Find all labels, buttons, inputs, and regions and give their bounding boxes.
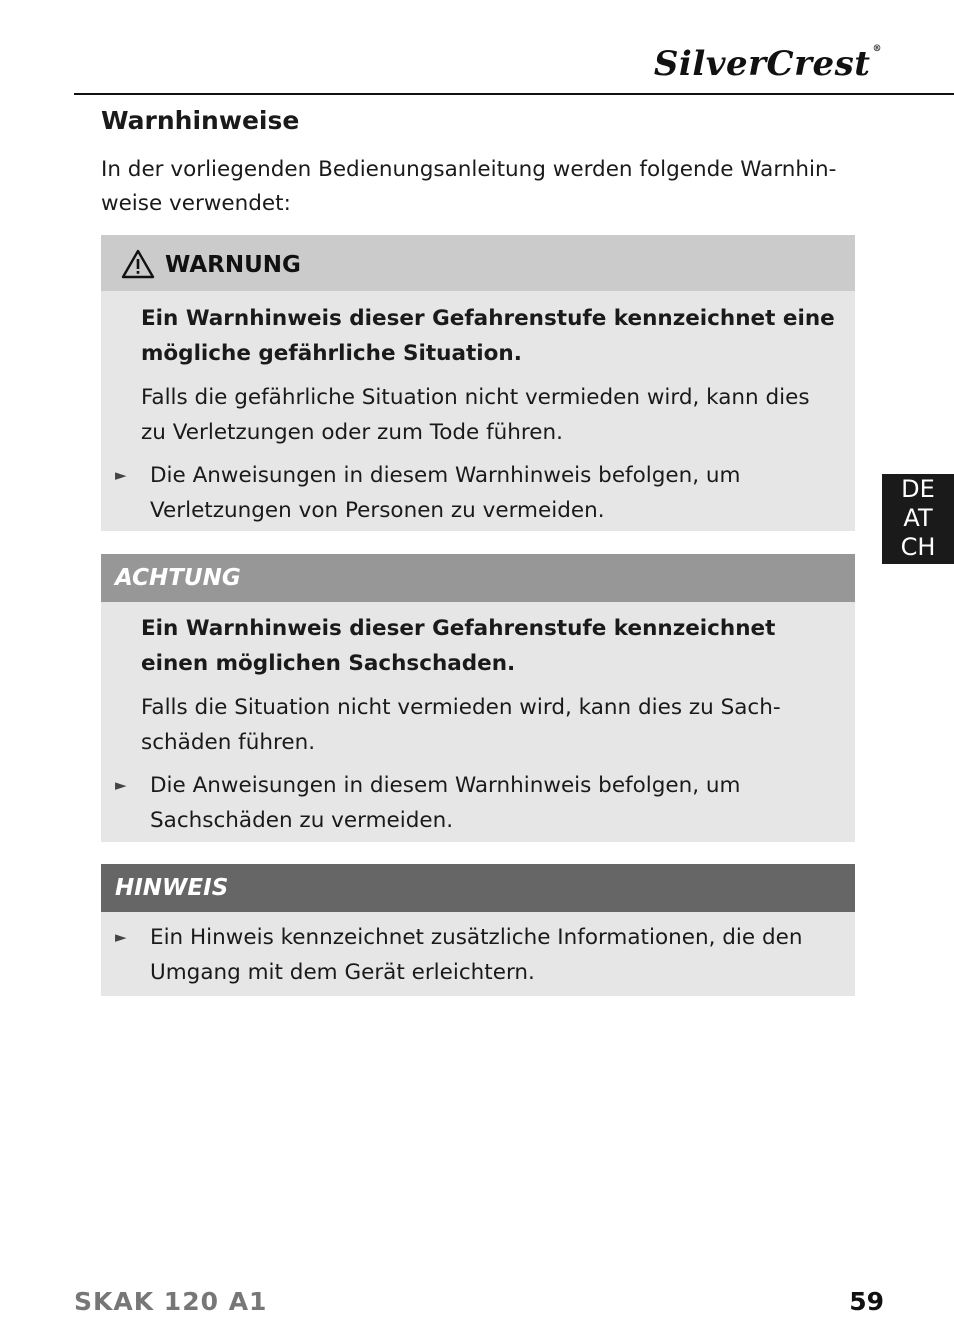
bullet-arrow-icon: ► — [115, 776, 127, 794]
caution-box-label: ACHTUNG — [115, 565, 241, 591]
intro-text: In der vorliegenden Bedienungsanleitung werden folgende Warnhin-weise verwendet: — [101, 157, 837, 216]
registered-mark: ® — [872, 44, 882, 54]
warning-box-label: WARNUNG — [165, 252, 301, 278]
language-de: DE — [901, 475, 935, 503]
warning-box — [101, 235, 855, 531]
caution-box-bold-text: Ein Warnhinweis dieser Gefahrenstufe kennzeichnet einen möglichen Sachschaden. — [141, 616, 776, 676]
warning-box-header — [101, 235, 855, 291]
language-ch: CH — [900, 533, 936, 561]
note-box — [101, 864, 855, 996]
bullet-arrow-icon: ► — [115, 466, 127, 484]
bullet-arrow-icon: ► — [115, 928, 127, 946]
brand-logo — [654, 44, 882, 84]
warning-box-bullet-text: Die Anweisungen in diesem Warnhinweis befolgen, um Verletzungen von Personen zu vermeiden. — [150, 463, 741, 523]
note-box-bullet-text: Ein Hinweis kennzeichnet zusätzliche Informationen, die den Umgang mit dem Gerät erleichtern. — [150, 925, 803, 985]
header-divider — [74, 93, 954, 95]
brand-name: SilverCrest — [653, 44, 871, 84]
footer-model-number: SKAK 120 A1 — [74, 1287, 268, 1316]
section-title: Warnhinweise — [101, 106, 300, 135]
page-number: 59 — [849, 1287, 884, 1316]
note-box-label: HINWEIS — [115, 875, 229, 901]
note-box-header — [101, 864, 855, 912]
caution-box-text: Falls die Situation nicht vermieden wird, kann dies zu Sach-schäden führen. — [141, 695, 781, 755]
caution-box-bullet-text: Die Anweisungen in diesem Warnhinweis befolgen, um Sachschäden zu vermeiden. — [150, 773, 741, 833]
warning-triangle-icon — [121, 249, 155, 279]
language-tab — [882, 474, 954, 564]
warning-box-bold-text: Ein Warnhinweis dieser Gefahrenstufe kennzeichnet eine mögliche gefährliche Situation. — [141, 306, 835, 366]
warning-box-text: Falls die gefährliche Situation nicht vermieden wird, kann dies zu Verletzungen oder zum Tode führen. — [141, 385, 810, 445]
caution-box-header — [101, 554, 855, 602]
caution-box — [101, 554, 855, 842]
language-at: AT — [903, 504, 933, 532]
